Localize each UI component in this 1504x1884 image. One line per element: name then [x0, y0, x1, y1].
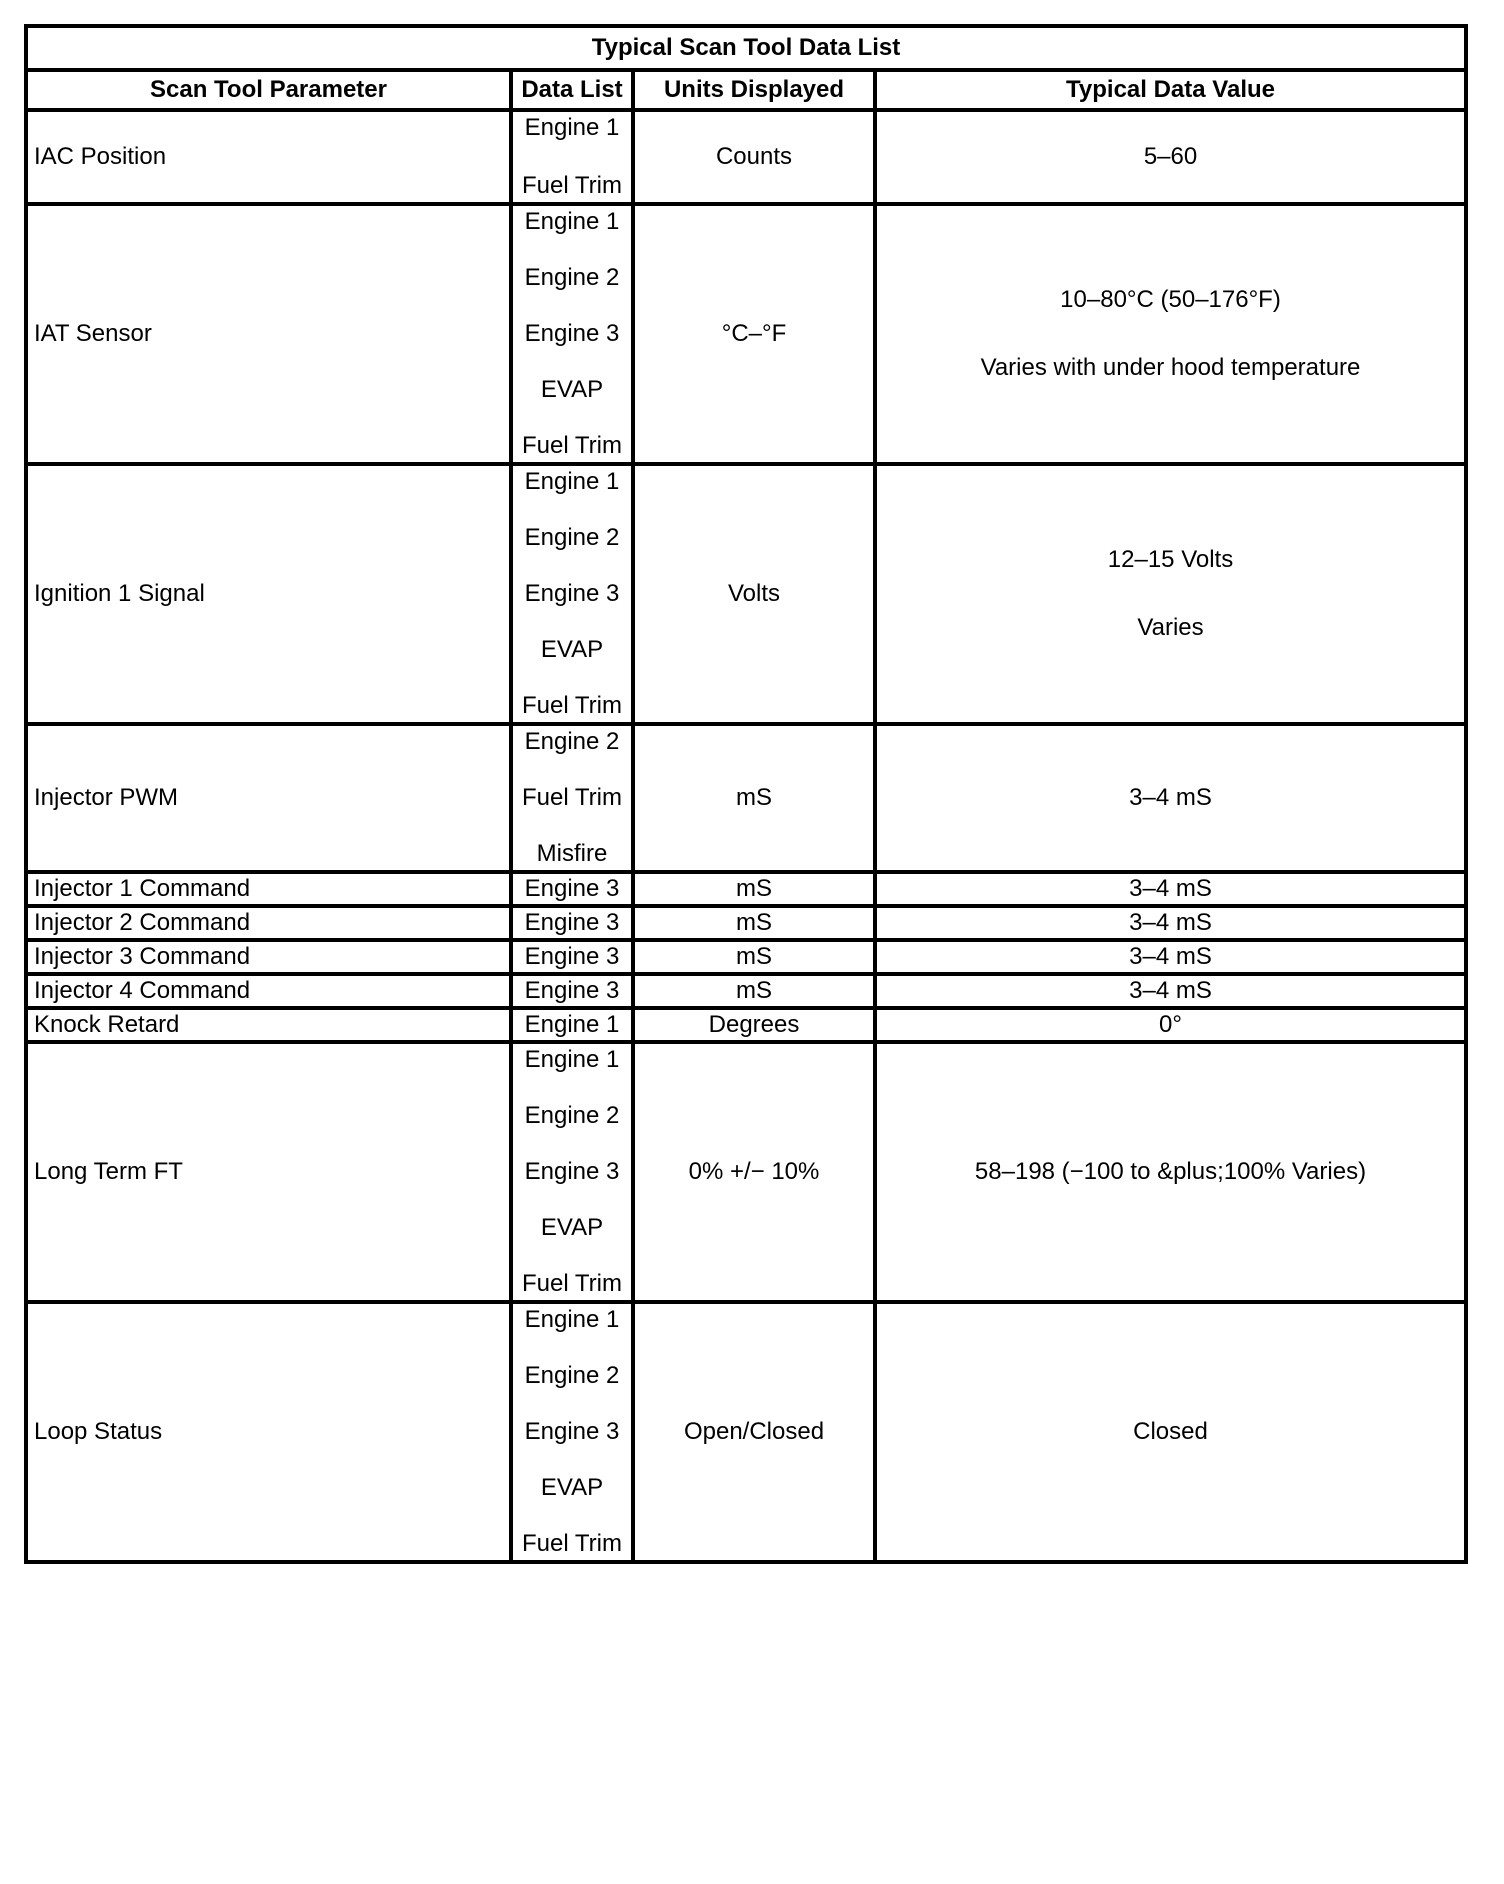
table-row — [26, 204, 1466, 464]
data-list-item: Fuel Trim — [521, 1530, 622, 1557]
data-list-item: Engine 2 — [524, 728, 620, 755]
cell-data-list — [511, 1042, 633, 1302]
data-list-item: Engine 3 — [524, 943, 620, 971]
cell-typical-value — [875, 464, 1466, 724]
cell-data-list — [511, 940, 633, 974]
data-list-item: Misfire — [536, 840, 608, 867]
cell-typical-value — [875, 1008, 1466, 1042]
data-list-item: Engine 2 — [524, 1362, 620, 1389]
data-list-item: Engine 3 — [524, 1418, 620, 1445]
typical-value-line: Varies with under hood temperature — [980, 354, 1361, 381]
cell-typical-value — [875, 1042, 1466, 1302]
typical-value-line: 3–4 mS — [1129, 977, 1212, 1004]
data-list-item: Engine 3 — [524, 580, 620, 607]
cell-units: Counts — [633, 110, 875, 204]
cell-units: mS — [633, 724, 875, 872]
cell-parameter: Loop Status — [26, 1302, 511, 1562]
table-row — [26, 1302, 1466, 1562]
cell-data-list — [511, 974, 633, 1008]
cell-parameter: Injector 2 Command — [26, 906, 511, 940]
typical-value-line: 10–80°C (50–176°F) — [1060, 286, 1281, 313]
data-list-item: Engine 1 — [524, 1011, 620, 1039]
data-list-item: Engine 3 — [524, 909, 620, 937]
cell-parameter: Knock Retard — [26, 1008, 511, 1042]
cell-units: mS — [633, 940, 875, 974]
cell-units: mS — [633, 906, 875, 940]
data-list-item: Fuel Trim — [521, 1270, 622, 1297]
cell-parameter: Injector 1 Command — [26, 872, 511, 906]
typical-value-line: 58–198 (−100 to &plus;100% Varies) — [974, 1158, 1367, 1185]
cell-parameter: IAC Position — [26, 110, 511, 204]
cell-parameter: Injector 4 Command — [26, 974, 511, 1008]
data-list-item: Engine 1 — [524, 1306, 620, 1333]
cell-data-list — [511, 872, 633, 906]
cell-typical-value — [875, 906, 1466, 940]
typical-value-line: 0° — [1159, 1011, 1182, 1038]
typical-value-line: 3–4 mS — [1129, 875, 1212, 902]
cell-parameter: Injector 3 Command — [26, 940, 511, 974]
cell-parameter: IAT Sensor — [26, 204, 511, 464]
table-row — [26, 906, 1466, 940]
table-row — [26, 110, 1466, 204]
data-list-item: Engine 3 — [524, 1158, 620, 1185]
cell-typical-value — [875, 724, 1466, 872]
cell-typical-value — [875, 974, 1466, 1008]
cell-parameter: Injector PWM — [26, 724, 511, 872]
cell-parameter: Long Term FT — [26, 1042, 511, 1302]
typical-value-line: 12–15 Volts — [1107, 546, 1234, 573]
table-body — [26, 110, 1466, 1562]
cell-data-list — [511, 724, 633, 872]
table-row — [26, 940, 1466, 974]
data-list-item: Engine 2 — [524, 1102, 620, 1129]
data-list-item: EVAP — [540, 1474, 604, 1501]
cell-units: mS — [633, 872, 875, 906]
data-list-item: Engine 3 — [524, 320, 620, 347]
cell-units: Degrees — [633, 1008, 875, 1042]
data-list-item: Engine 2 — [524, 264, 620, 291]
cell-data-list — [511, 1302, 633, 1562]
data-list-item: Engine 3 — [524, 977, 620, 1005]
scan-tool-data-table — [24, 24, 1468, 1564]
typical-value-line: 3–4 mS — [1129, 784, 1212, 811]
cell-typical-value — [875, 110, 1466, 204]
cell-units: mS — [633, 974, 875, 1008]
cell-typical-value — [875, 872, 1466, 906]
table-row — [26, 1008, 1466, 1042]
table-row — [26, 464, 1466, 724]
header-units-displayed: Units Displayed — [633, 70, 875, 110]
data-list-item: EVAP — [540, 376, 604, 403]
typical-value-line: 3–4 mS — [1129, 909, 1212, 936]
typical-value-line: Closed — [1133, 1418, 1208, 1445]
cell-typical-value — [875, 1302, 1466, 1562]
table-title-row — [26, 26, 1466, 70]
typical-value-line: 5–60 — [1143, 143, 1198, 170]
data-list-item: EVAP — [540, 1214, 604, 1241]
table-row — [26, 724, 1466, 872]
data-list-item: Fuel Trim — [521, 172, 622, 199]
table-row — [26, 1042, 1466, 1302]
cell-data-list — [511, 204, 633, 464]
header-data-list: Data List — [511, 70, 633, 110]
cell-data-list — [511, 1008, 633, 1042]
data-list-item: Fuel Trim — [521, 692, 622, 719]
data-list-item: EVAP — [540, 636, 604, 663]
cell-data-list — [511, 906, 633, 940]
cell-units: Volts — [633, 464, 875, 724]
typical-value-line: 3–4 mS — [1129, 943, 1212, 970]
cell-parameter: Ignition 1 Signal — [26, 464, 511, 724]
table-row — [26, 974, 1466, 1008]
header-typical-data-value: Typical Data Value — [875, 70, 1466, 110]
data-list-item: Fuel Trim — [521, 784, 622, 811]
cell-data-list — [511, 110, 633, 204]
table-header-row — [26, 70, 1466, 110]
data-list-item: Engine 1 — [524, 1046, 620, 1073]
table-title: Typical Scan Tool Data List — [26, 26, 1466, 70]
cell-units: °C–°F — [633, 204, 875, 464]
data-list-item: Engine 1 — [524, 468, 620, 495]
cell-units: Open/Closed — [633, 1302, 875, 1562]
cell-typical-value — [875, 204, 1466, 464]
data-list-item: Fuel Trim — [521, 432, 622, 459]
typical-value-line: Varies — [1137, 614, 1204, 641]
data-list-item: Engine 1 — [524, 114, 620, 141]
data-list-item: Engine 2 — [524, 524, 620, 551]
header-scan-tool-parameter: Scan Tool Parameter — [26, 70, 511, 110]
cell-data-list — [511, 464, 633, 724]
cell-units: 0% +/− 10% — [633, 1042, 875, 1302]
data-list-item: Engine 1 — [524, 208, 620, 235]
cell-typical-value — [875, 940, 1466, 974]
data-list-item: Engine 3 — [524, 875, 620, 903]
table-row — [26, 872, 1466, 906]
